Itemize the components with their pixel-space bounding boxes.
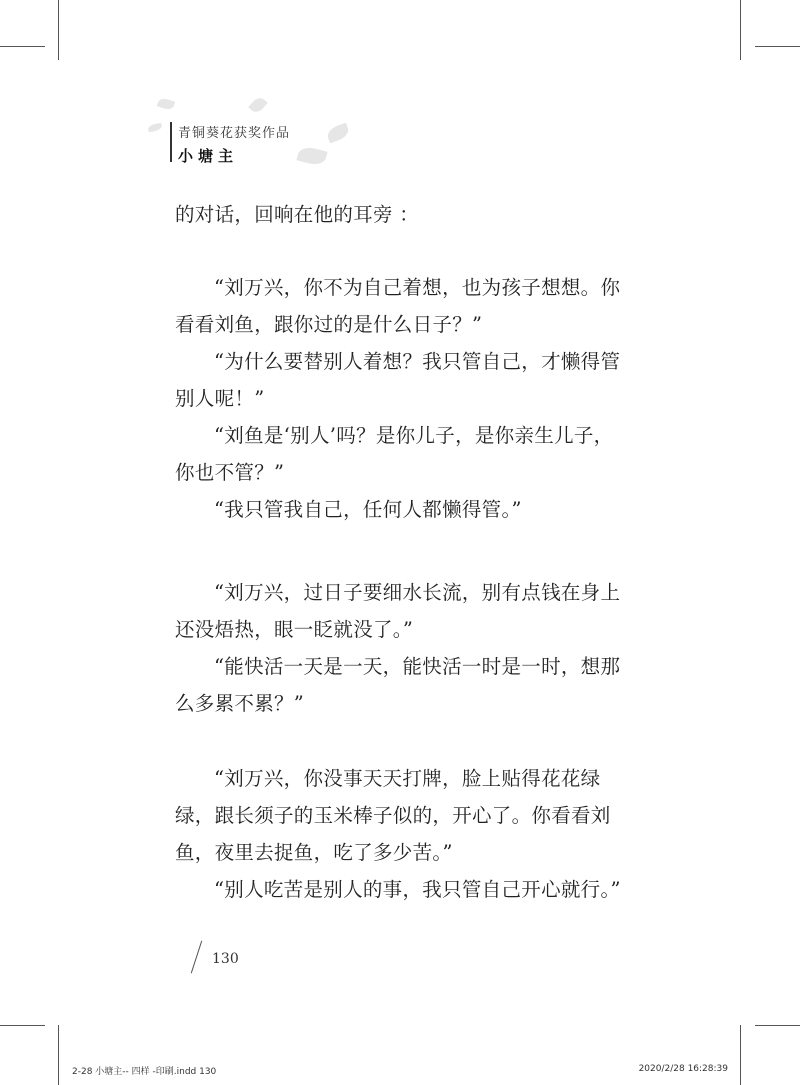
petal-decoration: [296, 145, 327, 168]
crop-mark: [58, 1025, 59, 1085]
footer-file: 2-28 小塘主-- 四样 -印刷.indd 130: [72, 1067, 217, 1077]
crop-mark: [58, 0, 59, 60]
crop-mark: [0, 1025, 45, 1026]
paragraph: “刘万兴，你不为自己着想，也为孩子想想。你看看刘鱼，跟你过的是什么日子？”: [175, 276, 621, 336]
crop-mark: [755, 46, 800, 47]
crop-mark: [740, 0, 741, 60]
crop-mark: [740, 1025, 741, 1085]
paragraph: “刘万兴，过日子要细水长流，别有点钱在身上还没焐热，眼一眨就没了。”: [175, 581, 621, 641]
book-title: 小塘主: [178, 147, 239, 165]
paragraph: “刘鱼是‘别人’吗？是你儿子，是你亲生儿子，你也不管？”: [175, 424, 614, 484]
petal-decoration: [157, 97, 175, 112]
paragraph: “刘万兴，你没事天天打牌，脸上贴得花花绿绿，跟长须子的玉米棒子似的，开心了。你看看刘鱼，夜里去捉鱼，吃了多少苦。”: [175, 767, 611, 864]
paragraph: “为什么要替别人着想？我只管自己，才懒得管别人呢！”: [175, 350, 621, 410]
petal-decoration: [325, 123, 350, 144]
page-number: 130: [212, 951, 239, 967]
paragraph: 的对话，回响在他的耳旁 ：: [175, 203, 420, 226]
petal-decoration: [248, 95, 267, 115]
paragraph: “我只管我自己，任何人都懒得管。”: [214, 498, 522, 521]
paragraph: “能快活一天是一天，能快活一时是一时，想那么多累不累？”: [175, 655, 621, 715]
crop-mark: [0, 46, 45, 47]
paragraph: “别人吃苦是别人的事，我只管自己开心就行。”: [214, 878, 621, 901]
petal-decoration: [147, 123, 162, 132]
crop-mark: [755, 1025, 800, 1026]
page-number-slash: [191, 941, 202, 974]
series-title: 青铜葵花获奖作品: [178, 126, 291, 141]
header-bar: [170, 122, 172, 162]
footer-timestamp: 2020/2/28 16:28:39: [638, 1064, 728, 1074]
